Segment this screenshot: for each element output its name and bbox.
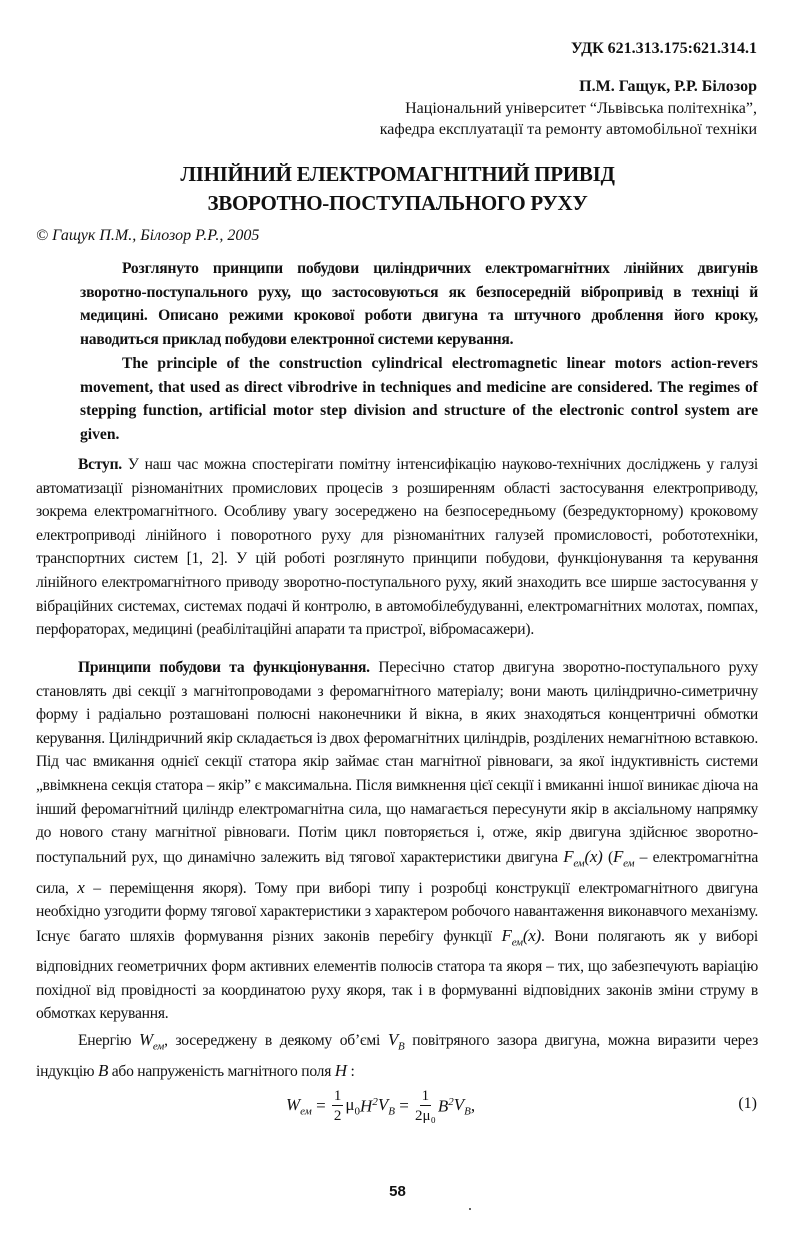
v-b: [454, 1095, 471, 1117]
principles-paragraph: [36, 656, 758, 1026]
math-x: x: [77, 877, 85, 897]
math-subscript: ем: [573, 857, 585, 870]
math-symbol: F: [563, 846, 574, 866]
math-symbol: μ: [345, 1094, 355, 1114]
energy-text: Енергію: [78, 1032, 139, 1049]
math-symbol: V: [387, 1030, 398, 1049]
math-fem: [612, 846, 635, 870]
intro-text: У наш час можна спостерігати помітну інтенсифікацію науково-технічних досліджень у галузі автоматизації різноманітних промислових процесів з розширенням області застосування електроприводу, зокрема електромагнітного. Особливу увагу зосереджено на безпосередньому (безредукторному) кроковому електроприводі лінійного і поворотного руху для різноманітних галузей промисловості, робототехніки, транспортних систем [1, 2]. У цій роботі розглянуто принципи побудови, функціонування та керування лінійного електромагнітного приводу зворотно-поступального руху, який знаходить все ширше застосування у вібраційних системах, системах подачі й контролю, в автомобілебудуванні, електромагнітних молотах, помпах, перфораторах, медицині (реабілітаційні апарати та пристрої, вібромасажери).: [36, 456, 758, 639]
energy-text: :: [346, 1062, 355, 1080]
udk-code: УДК 621.313.175:621.314.1: [570, 40, 757, 57]
math-fem-x: [563, 846, 603, 870]
intro-heading: Вступ.: [78, 456, 122, 473]
principles-heading: Принципи побудови та функціонування.: [78, 659, 370, 676]
math-vb: [387, 1030, 405, 1053]
math-subscript: B: [397, 1040, 405, 1053]
energy-paragraph: [36, 1028, 758, 1084]
v-b: [378, 1095, 395, 1117]
title-line-1: ЛІНІЙНИЙ ЕЛЕКТРОМАГНІТНИЙ ПРИВІД: [180, 162, 615, 186]
fraction-numerator: 1: [421, 1087, 430, 1104]
energy-text: або напруженість магнітного поля: [108, 1062, 335, 1080]
h-squared: [360, 1096, 378, 1117]
principles-text: (: [602, 848, 613, 866]
fraction-denominator: 2μ₀: [415, 1107, 436, 1124]
math-subscript: ем: [623, 857, 635, 870]
math-symbol: F: [501, 925, 512, 945]
principles-text: Пересічно статор двигуна зворотно-поступального руху становлять дві секції з магнітопроводами з феромагнітного матеріалу; вони мають циліндрично-симетричну форму і радіально розташовані полюсні наконечники й вікна, в яких знаходяться концентричні обмотки керування. Циліндричний якір складається із двох феромагнітних циліндрів, розділених немагнітною вставкою. Під час вмикання однієї секції статора якір займає стан магнітної рівноваги, за якої індуктивність системи „ввімкнена секція статора – якір” є максимальна. Після вимкнення цієї секції і вмиканні іншої виникає діюча на інший феромагнітний циліндр електромагнітна сила, що намагається пересунути якір в аксіальному напрямку до нового стану магнітної рівноваги. Потім цикл повторяється і, отже, якір двигуна здійснює зворотно-поступальний рух, що динамічно залежить від тягової характеристики двигуна: [36, 659, 759, 866]
math-subscript: B: [464, 1105, 471, 1118]
principles-text: – електромагнітна сила,: [36, 848, 758, 897]
abstract-ukrainian: Розглянуто принципи побудови циліндричних електромагнітних лінійних двигунів зворотно-поступального руху, що застосовуються як безпосередній вібропривід в техніці й медицині. Описано режими крокової роботи двигуна та штучного дроблення його кроку, наводиться приклад побудови електронної системи керування.: [80, 260, 758, 348]
fraction-denominator: 2: [333, 1107, 342, 1124]
eq-lhs: [286, 1095, 312, 1117]
affiliation-line-2: кафедра експлуатації та ремонту автомобільної техніки: [379, 121, 757, 138]
equation-1: [0, 1078, 795, 1134]
math-subscript: 0: [354, 1105, 361, 1118]
math-h: H: [334, 1060, 347, 1080]
math-symbol: F: [612, 846, 624, 866]
math-superscript: 2: [448, 1095, 454, 1108]
affiliation-line-1: Національний університет “Львівська політехніка”,: [405, 100, 757, 117]
math-symbol: V: [377, 1094, 389, 1114]
math-b: B: [97, 1060, 109, 1080]
math-subscript: ем: [152, 1040, 165, 1053]
math-subscript: ем: [300, 1105, 312, 1118]
scan-speck: [469, 1208, 471, 1210]
equation-number: (1): [738, 1095, 757, 1112]
math-symbol: (x): [584, 846, 603, 866]
equation-body: [286, 1078, 475, 1134]
title-line-2: ЗВОРОТНО-ПОСТУПАЛЬНОГО РУХУ: [207, 191, 588, 215]
principles-text: – переміщення якоря). Тому при виборі типу і розробці конструкції електромагнітного двигуна необхідно узгодити форму тягової характеристики з характером робочого навантаження виконавчого механізму. Існує багато шляхів формування різних законів перебігу функції: [36, 879, 758, 945]
equals-sign: =: [394, 1096, 414, 1115]
abstract-english: The principle of the construction cylindrical electromagnetic linear motors action-revers movement, that used as direct vibrodrive in techniques and medicine are considered. The regimes of stepping function, artificial motor step division and structure of the electronic control system are given.: [80, 355, 758, 443]
paper-title: [0, 160, 795, 218]
math-wem: [139, 1030, 165, 1053]
math-symbol: H: [360, 1096, 373, 1116]
comma: ,: [470, 1096, 476, 1115]
authors: П.М. Гащук, Р.Р. Білозор: [579, 78, 757, 95]
math-symbol: V: [453, 1094, 465, 1114]
math-fem-x: [501, 925, 541, 949]
copyright: © Гащук П.М., Білозор Р.Р., 2005: [36, 227, 260, 244]
math-superscript: 2: [372, 1095, 378, 1108]
page-number: 58: [389, 1183, 406, 1200]
equals-sign: =: [311, 1096, 330, 1115]
intro-paragraph: [36, 453, 758, 642]
mu-zero: [345, 1095, 360, 1117]
b-squared: [438, 1096, 454, 1117]
math-symbol: (x): [522, 925, 541, 945]
fraction-one-over-two-mu: [415, 1087, 436, 1126]
math-symbol: W: [139, 1030, 153, 1049]
math-symbol: W: [286, 1094, 301, 1114]
energy-text: повітряного зазора двигуна, можна виразити через індукцію: [36, 1032, 758, 1080]
energy-text: , зосереджену в деякому об’ємі: [164, 1032, 388, 1049]
math-symbol: B: [437, 1096, 449, 1116]
math-subscript: B: [388, 1105, 395, 1118]
fraction-one-half: [332, 1087, 344, 1126]
principles-text: . Вони полягають як у виборі відповідних геометричних форм активних елементів полюсів статора та якоря – тих, що забезпечують варіацію похідної від провідності за координатою руху якоря, так і в формуванні відповідних законів зміни струму в обмотках керування.: [36, 927, 758, 1023]
fraction-numerator: 1: [333, 1087, 342, 1104]
math-subscript: ем: [511, 936, 523, 949]
